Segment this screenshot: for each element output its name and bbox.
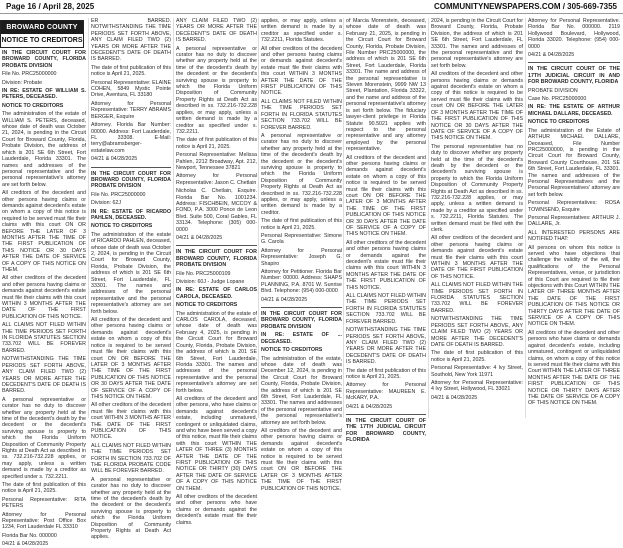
notice-paragraph: All creditors of the decedent and other persons having claims or demands against decedent's estate on whom a copy of this notice is required to be served must file their claims with this court ON OR BEFORE THE LATER OF 3 MONTHS AFTER THE TIME OF THE FIRST PUBLICATION OF THIS NOTICE OR 30 DAYS AFTER THE DATE OF SERVICE OF A COPY OF THIS NOTICE ON THEM.: [346, 154, 426, 238]
notice-paragraph: 04/21 & 04/28/2025: [2, 541, 49, 548]
notice-paragraph: NOTICE TO CREDITORS: [91, 223, 153, 230]
notice-paragraph: ANY CLAIM FILED TWO (2) YEARS OR MORE AFTER THE DECEDENT'S DATE OF DEATH IS BARRED.: [176, 18, 257, 44]
notice-paragraph: PROBATE DIVISION: [528, 87, 578, 94]
notice-paragraph: IN THE CIRCUIT COURT FOR BROWARD COUNTY, FLORIDA PROBATE DIVISION: [91, 170, 171, 190]
notice-column-7: [528, 18, 620, 418]
notice-paragraph: ALL CLAIMS NOT FILED WITHIN THE TIME PERIODS SET FORTH IN SECTION 733.702 OF THE FLORIDA PROBATE CODE WILL BE FOREVER BARRED.: [91, 442, 171, 475]
notice-paragraph: Division: 62J: [91, 200, 122, 207]
notice-column-5: [346, 18, 426, 444]
notice-paragraph: A personal representative or curator has no duty to discover whether any property held at the time of the decedent's death by the decedent or the decedent's surviving spouse is property to which the Florida Uniform Disposition of Community Property Rights at Death Act as described in ss. 732.216-732.228 applies, or may apply, unless a written demand is made by a creditor as specified under s. 732.2211.: [2, 396, 86, 480]
notice-paragraph: NOTWITHSTANDING THE TIME PERIODS SET FORTH ABOVE, ANY CLAIM FILED TWO (2) YEARS OR MORE AFTER THE DECEDENT'S DATE OF DEATH IS BARRED.: [2, 356, 86, 395]
notice-paragraph: Nicholas C. Chetlain, Esquire. Florida Bar No. 1001234. Address: FISCHBEIN, MCCOY & FOND, P.A. 3000 Ponce de Leon Blvd. Suite 500, Coral Gables, FL 33134. Telephone: (305) 000-0000: [176, 188, 257, 233]
notice-paragraph: IN THE CIRCUIT COURT FOR BROWARD COUNTY, FLORIDA PROBATE DIVISION: [176, 249, 257, 269]
notice-column-2: [91, 18, 171, 541]
notice-paragraph: IN THE CIRCUIT COURT OF THE 17TH JUDICIAL CIRCUIT IN AND FOR BROWARD COUNTY, FLORIDA: [528, 66, 620, 86]
notice-paragraph: 2024, is pending in the Circuit Court for Broward County, Florida, Probate Division, the address of which is 201 SE 6th Street, Fort Lauderdale, FL 33301. The names and addresses of the personal representative and the personal representative's attorney are set forth below.: [431, 18, 523, 69]
notice-paragraph: Personal Representative: RITA PETERS: [2, 496, 86, 510]
notice-paragraph: IN THE CIRCUIT COURT OF THE 17TH JUDICIAL CIRCUIT FOR BROWARD COUNTY, FLORIDA: [346, 417, 426, 444]
notice-paragraph: Division: Probate: [2, 79, 43, 86]
notice-paragraph: Personal Representatives: ROSA TOWNSEND, Esquire: [528, 200, 620, 213]
column-divider: [88, 18, 89, 418]
notice-paragraph: 04/21 & 04/28/2025: [91, 156, 138, 163]
notice-paragraph: Attorney for Personal Representative: 4 Ivy Street, Hollywood, FL 33021: [431, 379, 523, 393]
notice-paragraph: All other creditors of the decedent and other persons having claims or demands against decedent's estate must file their claims with this court WITHIN 3 MONTHS AFTER THE DATE OF THE FIRST PUBLICATION OF THIS NOTICE.: [261, 45, 342, 97]
notice-paragraph: Attorney. Florida Bar Number: 00000. Address: Fort Lauderdale, FL 33308. E-Mail: terry@abramsberger-estatelaw.com: [91, 122, 171, 154]
notice-paragraph: NOTICE TO CREDITORS: [2, 102, 64, 109]
notice-separator: [176, 245, 257, 246]
notice-paragraph: ALL INTERESTED PERSONS ARE NOTIFIED THAT:: [528, 229, 620, 243]
notice-paragraph: Personal Representative: Melissa Pahlen, 2212 Broadway, Apt. 212, Newport, Tennessee 37821: [176, 152, 257, 171]
notice-paragraph: IN RE: ESTATE OF ... DECEASED.: [261, 332, 342, 345]
notice-paragraph: Division: 60J - Judge Lopane: [176, 279, 245, 286]
notice-paragraph: of Marcia Morenstein, deceased, whose date of death was February 21, 2025, is pending in the Circuit Court for Broward County, Florida, Probate Division, File Number PRC25000000, the address of which is 201 SE 6th Street, Fort Lauderdale, Florida 33301. The name and address of the personal representative is Steven Morenstein, 9999 NW 13 Street, Plantation, Florida 33322, and the name and address of the personal representative's attorney is set forth below. The fiduciary lawyer-client privilege in Florida Statute 90.5021 applies with respect to the personal representative and any attorney employed by the personal representative.: [346, 18, 426, 153]
notice-paragraph: The date of first publication of this notice is April 21, 2025.: [176, 137, 257, 150]
page-date: Page 16 / April 28, 2025: [6, 2, 95, 11]
notice-paragraph: All persons on whom this notice is served who have objections that challenge the validity of the will, the qualifications of the Personal Representatives, venue, or jurisdiction of this Court are required to file their objections with this Court WITHIN THE LATER OF THREE MONTHS AFTER THE DATE OF THE FIRST PUBLICATION OF THIS NOTICE OR THIRTY DAYS AFTER THE DATE OF SERVICE OF A COPY OF THIS NOTICE ON THEM.: [528, 244, 620, 328]
column-divider: [173, 18, 174, 418]
notice-paragraph: IN RE: THE ESTATE OF ARTHUR MICHAEL DALLARE, DECEASED.: [528, 104, 620, 117]
notice-paragraph: The administration of the estate of CARLOS CAROLA, deceased, whose date of death was February 4, 2025, is pending in the Circuit Court for Broward County, Florida, Probate Division, the address of which is 201 SE 6th Street, Fort Lauderdale, Florida 33301. The names and addresses of the personal representative and the personal representative's attorney are set forth below.: [176, 310, 257, 394]
notice-paragraph: NOTWITHSTANDING THE TIME PERIODS SET FORTH ABOVE, ANY CLAIM FILED TWO (2) YEARS OR MORE AFTER THE DECEDENT'S DATE OF DEATH IS BARRED.: [346, 327, 426, 366]
notice-paragraph: 04/21 & 04/28/2025: [176, 235, 223, 241]
notice-paragraph: IN THE CIRCUIT COURT FOR BROWARD COUNTY, FLORIDA PROBATE DIVISION: [261, 311, 342, 330]
notice-paragraph: NOTICE TO CREDITORS: [261, 347, 323, 354]
notice-paragraph: Florida Bar No. 000000: [2, 532, 57, 539]
notice-paragraph: A personal representative or curator has no duty to discover whether any property held at the time of the decedent's death by the decedent or the decedent's surviving spouse is property to which the Florida Uniform Disposition of Community Property Rights at Death Act as described in ss. 732.216-732.228 applies, or may apply, unless a written demand is made by a creditor as specified under s. 732.2211.: [176, 45, 257, 135]
notice-paragraph: The date of first publication of this notice is April 21, 2025.: [91, 64, 171, 78]
notice-paragraph: All creditors of the decedent and other persons, who have claims or demands against decedent's estate, including unmatured, contingent or unliquidated claims, and who have been served a copy of this notice, must file their claims with this court WITHIN THE LATER OF THREE (3) MONTHS AFTER THE DATE OF THE FIRST PUBLICATION OF THIS NOTICE OR THIRTY (30) DAYS AFTER THE DATE OF SERVICE OF A COPY OF THIS NOTICE ON THEM.: [176, 395, 257, 492]
notice-column-6: [431, 18, 523, 418]
notice-paragraph: applies, or may apply, unless a written demand is made by a creditor as specified under s. 732.2211, Florida Statutes.: [261, 18, 342, 44]
notice-paragraph: All other creditors of the decedent and other persons who have claims or demands against the decedent's estate must file their claims.: [176, 494, 257, 526]
notice-paragraph: Case No. PRC25000000: [528, 96, 587, 103]
notice-paragraph: File No. PRC25000000: [2, 71, 57, 78]
notice-paragraph: The date of first publication of this notice is April 21, 2025.: [2, 482, 86, 495]
notice-paragraph: All other creditors of the decedent and other persons having claims or demands against the decedent's estate must file their claims with this court WITHIN 3 MONTHS AFTER THE DATE OF THE FIRST PUBLICATION OF THIS NOTICE.: [346, 239, 426, 291]
section-banner: [0, 20, 84, 48]
notice-paragraph: IN RE: ESTATE OF RICARDO PAHLEN, DECEASED.: [91, 208, 171, 221]
notice-paragraph: NOTICE TO CREDITORS: [528, 119, 590, 126]
notice-paragraph: Attorney for Petitioner. Florida Bar Number: 00000. Address: SHAPS PLANNING, P.A. 8701 W. Sunrise Blvd. Telephone: (954) 000-0000: [261, 269, 342, 295]
notice-separator: [91, 167, 171, 168]
notice-paragraph: All creditors of the decedent and other persons having claims or demands against decedent's estate on whom a copy of this notice is required to be served must file their claims with this court ON OR BEFORE THE LATER OF 3 MONTHS AFTER THE TIME OF THE FIRST PUBLICATION OF THIS NOTICE.: [261, 427, 342, 492]
notice-paragraph: NOTICE TO CREDITORS: [176, 302, 238, 309]
notice-paragraph: ALL CLAIMS NOT FILED WITHIN THE TIME PERIODS SET FORTH IN FLORIDA STATUTES SECTION 733.702 WILL BE FOREVER BARRED.: [431, 282, 523, 314]
notice-separator: [261, 307, 342, 308]
notice-paragraph: 04/21 & 04/28/2025: [346, 403, 393, 410]
notice-paragraph: 04/21 & 04/28/2025: [431, 394, 478, 401]
county-heading: BROWARD COUNTY: [1, 21, 83, 34]
notice-paragraph: Attorney for Personal Representative: TERRY ABRAMS BERGER, Esquire: [91, 100, 171, 120]
notice-paragraph: File No. PRC25000000: [91, 191, 146, 198]
notice-paragraph: IN RE: ESTATE OF WILLIAM S. PETERS, DECEASED.: [2, 88, 86, 101]
notice-paragraph: The administration of the estate of RICARDO PAHLEN, deceased, whose date of death was October 2, 2024, is pending in the Circuit Court for Broward County, Florida, Probate Division, the address of which is 201 SE 6th Street, Fort Lauderdale, FL 33301. The names and addresses of the personal representative and the personal representative's attorney are set forth below.: [91, 231, 171, 315]
page-header: [0, 0, 623, 14]
notice-paragraph: File No. PRC25000109: [176, 270, 231, 277]
notice-paragraph: All creditors of the decedent and other persons having claims or demands against decedent's estate on whom a copy of this notice is required to be served must file their claims with this court ON OR BEFORE THE LATER OF 3 MONTHS AFTER THE TIME OF THE FIRST PUBLICATION OF THIS NOTICE OR 30 DAYS AFTER THE DATE OF SERVICE OF A COPY OF THIS NOTICE ON THEM.: [431, 71, 523, 142]
notice-paragraph: The personal representative has no duty to discover whether any property held at the time of the decedent's death by the decedent or the decedent's surviving spouse is property to which the Florida Uniform Disposition of Community Property Rights at Death Act as described in ss. 732.216-732.228 applies, or may apply, unless a written demand is made by a creditor as specified under s. 732.2211, Florida Statutes. The written demand must be filed with the clerk.: [431, 143, 523, 233]
notice-paragraph: Personal Representative: ELAINE COHEN, 5849 Mystic Pointe Drive, Aventura, FL 33180: [91, 79, 171, 99]
notice-paragraph: ALL CLAIMS NOT FILED WITHIN THE TIME PERIODS SET FORTH IN FLORIDA STATUTES SECTION 733.702 WILL BE FOREVER BARRED.: [2, 322, 86, 354]
notice-column-4: [261, 18, 342, 492]
site-url: COMMUNITYNEWSPAPERS.COM / 305-669-7355: [433, 2, 617, 11]
column-divider: [343, 18, 344, 418]
section-title: NOTICE TO CREDITORS: [1, 37, 83, 44]
notice-paragraph: Attorney for Personal Representative. Florida Bar No. 000000. 2119 Hollywood Boulevard, Hollywood, Florida 33020. Telephone: (954) 000-0000: [528, 18, 620, 50]
notice-paragraph: NOTWITHSTANDING THE TIME PERIODS SET FORTH ABOVE, ANY CLAIM FILED TWO (2) YEARS OR MORE AFTER THE DECEDENT'S DATE OF DEATH IS BARRED.: [431, 316, 523, 348]
notice-paragraph: ER BARRED. NOTWITHSTANDING THE TIME PERIODS SET FORTH ABOVE, ANY CLAIM FILED TWO (2) YEARS OR MORE AFTER THE DECEDENT'S DATE OF DEATH IS BARRED.: [91, 18, 171, 63]
notice-paragraph: The date of first publication of this notice is April 21, 2025.: [431, 350, 523, 363]
notice-paragraph: Attorney for Personal Representative: Joseph G. Shapiro: [261, 247, 342, 267]
notice-paragraph: IN THE CIRCUIT COURT FOR BROWARD COUNTY, FLORIDA PROBATE DIVISION: [2, 50, 86, 69]
column-divider: [258, 18, 259, 418]
notice-paragraph: The administration of the estate of WILLIAM S. PETERS, deceased, whose date of death was October 21, 2024, is pending in the Circuit Court for Broward County, Florida, Probate Division, the address of which is 201 SE 6th Street, Fort Lauderdale, Florida 33301. The names and addresses of the personal representative and the personal representative's attorney are set forth below.: [2, 111, 86, 188]
notice-paragraph: All other creditors of the decedent and other persons having claims or demands against decedent's estate must file their claims with this court WITHIN 3 MONTHS AFTER THE DATE OF THE FIRST PUBLICATION OF THIS NOTICE.: [2, 275, 86, 320]
notice-paragraph: A personal representative or curator has no duty to discover whether any property held at the time of the decedent's death by the decedent or the decedent's surviving spouse is property to which the Florida Uniform Disposition of Community Property Rights at Death Act applies.: [91, 476, 171, 541]
notice-paragraph: Personal Representative: 4 Ivy Street, Southold, New York 11971: [431, 365, 523, 378]
notice-paragraph: 04/21 & 04/28/2025: [261, 296, 308, 303]
notice-paragraph: All other creditors of the decedent must file their claims with this court WITHIN 3 MONTHS AFTER THE DATE OF THE FIRST PUBLICATION OF THIS NOTICE.: [91, 402, 171, 441]
notice-paragraph: All creditors of the decedent and other persons who have claims or demands against decedent's estate, including unmatured, contingent or unliquidated claims, on whom a copy of this notice is served must file their claims with this Court WITHIN THE LATER OF THREE MONTHS AFTER THE DATE OF THE FIRST PUBLICATION OF THIS NOTICE OR THIRTY DAYS AFTER THE DATE OF SERVICE OF A COPY OF THIS NOTICE ON THEM.: [528, 329, 620, 407]
notice-paragraph: All creditors of the decedent and other persons having claims or demands against decedent's estate on whom a copy of this notice is required to be served must file their claims with this court ON OR BEFORE THE LATER OF 3 MONTHS AFTER THE TIME OF THE FIRST PUBLICATION OF THIS NOTICE OR 30 DAYS AFTER THE DATE OF SERVICE OF A COPY OF THIS NOTICE ON THEM.: [2, 190, 86, 273]
notice-paragraph: Personal Representative: Simone G. Carola: [261, 233, 342, 246]
notice-column-3: [176, 18, 257, 526]
column-divider: [428, 18, 429, 418]
notice-paragraph: 04/21 & 04/28/2025: [528, 52, 575, 59]
notice-separator: [346, 414, 426, 415]
notice-paragraph: The date of first publication of this notice is April 21, 2025.: [261, 218, 342, 231]
notice-column-1: [2, 50, 86, 548]
column-divider: [525, 18, 526, 418]
notice-paragraph: IN RE: ESTATE OF CARLOS CAROLA, DECEASED.: [176, 287, 257, 300]
notice-separator: [528, 62, 620, 63]
notice-paragraph: Attorney for Personal Representative: Post Office Box 1234, Fort Lauderdale FL 33310: [2, 511, 86, 531]
notice-paragraph: All creditors of the decedent and other persons having claims or demands against decedent's estate on whom a copy of this notice is required to be served must file their claims with this court ON OR BEFORE THE LATER OF 3 MONTHS AFTER THE TIME OF THE FIRST PUBLICATION OF THIS NOTICE OR 30 DAYS AFTER THE DATE OF SERVICE OF A COPY OF THIS NOTICE ON THEM.: [91, 317, 171, 400]
notice-paragraph: The administration of the estate, whose date of death was December 12, 2024, is pending in the Circuit Court for Broward County, Florida, Probate Division, the address of which is 201 SE 6th Street, Fort Lauderdale, FL 33301. The names and addresses of the personal representative and the personal representative's attorney are set forth below.: [261, 355, 342, 426]
notice-paragraph: ALL CLAIMS NOT FILED WITHIN THE TIME PERIODS SET FORTH IN FLORIDA STATUTES SECTION 733.702 WILL BE FOREVER BARRED.: [261, 98, 342, 131]
notice-paragraph: Attorney for Personal Representative: Jason C. Chetlain: [176, 173, 257, 186]
notice-paragraph: A personal representative or curator has no duty to discover whether any property held at the time of the decedent's death by the decedent or the decedent's surviving spouse is property to which the Florida Uniform Disposition of Community Property Rights at Death Act as described in ss. 732.216-732.228 applies, or may apply, unless a written demand is made by a creditor.: [261, 132, 342, 216]
notice-paragraph: Personal Representatives: ARTHUR J. DALLARE, Jr.: [528, 214, 620, 228]
notice-paragraph: The date of first publication of this notice is April 21, 2025.: [346, 367, 426, 380]
notice-paragraph: ALL CLAIMS NOT FILED WITHIN THE TIME PERIODS SET FORTH IN FLORIDA STATUTES SECTION 733.702 WILL BE FOREVER BARRED.: [346, 293, 426, 325]
notice-paragraph: Attorney for Personal Representative: MAUREEN E. McKARY, P.A.: [346, 382, 426, 402]
notice-paragraph: All other creditors of the decedent and other persons having claims or demands against decedent's estate must file their claims with this court WITHIN 3 MONTHS AFTER THE DATE OF THE FIRST PUBLICATION OF THIS NOTICE.: [431, 235, 523, 280]
notice-paragraph: The administration of the Estate of ARTHUR MICHAEL DALLARE, Deceased, File Number PRC25000000, is pending in the Circuit Court for Broward County, Broward County Courthouse, 201 SE 6th Street, Fort Lauderdale, FL 33301. The names and addresses of the Personal Representatives and the Personal Representatives' attorney are set forth below.: [528, 127, 620, 198]
